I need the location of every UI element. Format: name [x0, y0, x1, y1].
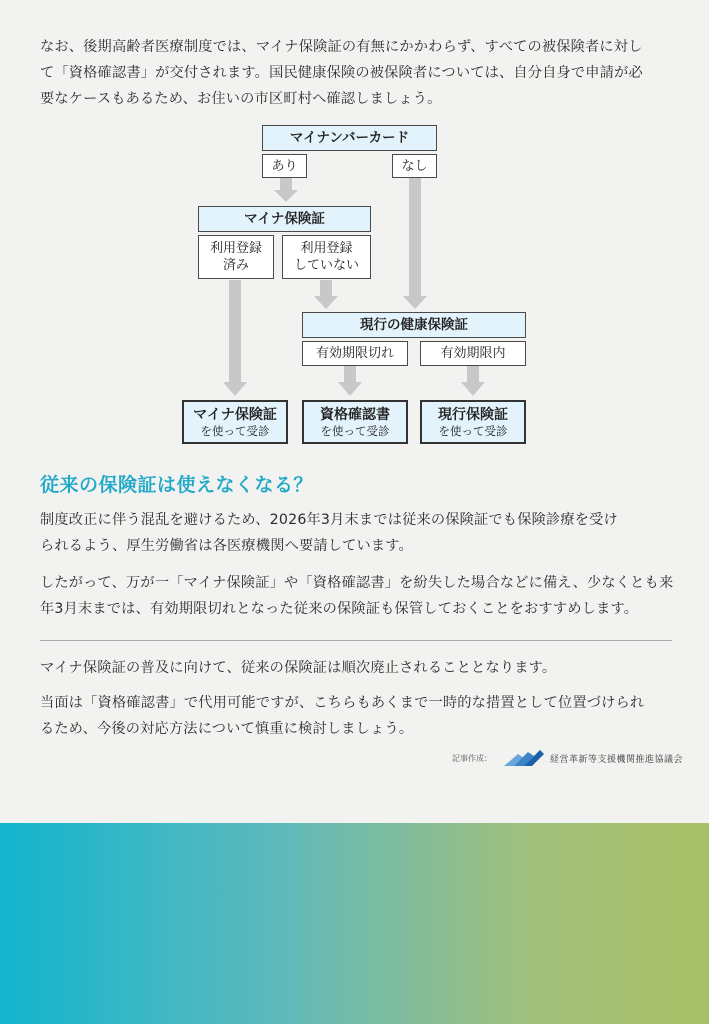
intro-line: 要なケースもあるため、お住いの市区町村へ確認しましょう。 [40, 91, 442, 107]
section-divider [40, 640, 672, 641]
article-credit [452, 748, 683, 768]
section-paragraph-4 [40, 690, 680, 742]
intro-line: て「資格確認書」が交付されます。国民健康保険の被保険者については、自分自身で申請が必 [40, 65, 643, 81]
branch-no-box: なし [392, 154, 437, 178]
text-line: られるよう、厚生労働省は各医療機関へ要請しています。 [40, 538, 413, 554]
valid-box: 有効期限内 [420, 341, 526, 366]
result-current-card-box [420, 400, 526, 444]
section-paragraph-1 [40, 507, 680, 559]
current-card-box: 現行の健康保険証 [302, 312, 526, 338]
intro-line: なお、後期高齢者医療制度では、マイナ保険証の有無にかかわらず、すべての被保険者に対し [40, 39, 643, 55]
result-title: 資格確認書 [320, 406, 390, 423]
section-paragraph-2 [40, 570, 680, 622]
result-title: 現行保険証 [438, 406, 508, 423]
organization-name: 経営革新等支援機関推進協議会 [550, 754, 684, 765]
credit-label: 記事作成： [452, 753, 492, 763]
result-title: マイナ保険証 [193, 406, 277, 423]
text-line: 当面は「資格確認書」で代用可能ですが、こちらもあくまで一時的な措置として位置づけられ [40, 695, 645, 711]
mynacard-box: マイナ保険証 [198, 206, 371, 232]
section-heading: 従来の保険証は使えなくなる？ [40, 474, 314, 496]
root-box-mynumber-card: マイナンバーカード [262, 125, 437, 151]
section-paragraph-3 [40, 655, 680, 681]
registered-box: 利用登録 済み [198, 235, 274, 279]
text-line: マイナ保険証の普及に向けて、従来の保険証は順次廃止されることとなります。 [40, 660, 557, 676]
text-line: 年3月末までは、有効期限切れとなった従来の保険証も保管しておくことをおすすめします。 [40, 601, 639, 617]
result-qualification-box [302, 400, 408, 444]
result-sub: を使って受診 [438, 423, 508, 438]
organization-logo-icon [502, 748, 546, 768]
text-line: したがって、万が一「マイナ保険証」や「資格確認書」を紛失した場合などに備え、少なくとも来 [40, 575, 674, 591]
branch-yes-box: あり [262, 154, 307, 178]
expired-box: 有効期限切れ [302, 341, 408, 366]
footer-gradient-band [0, 823, 709, 1024]
text-line: るため、今後の対応方法について慎重に検討しましょう。 [40, 721, 414, 737]
result-mynacard-box [182, 400, 288, 444]
text-line: 制度改正に伴う混乱を避けるため、2026年3月末までは従来の保険証でも保険診療を受け [40, 512, 618, 528]
result-sub: を使って受診 [320, 423, 390, 438]
result-sub: を使って受診 [200, 423, 270, 438]
not-registered-box: 利用登録 していない [282, 235, 371, 279]
